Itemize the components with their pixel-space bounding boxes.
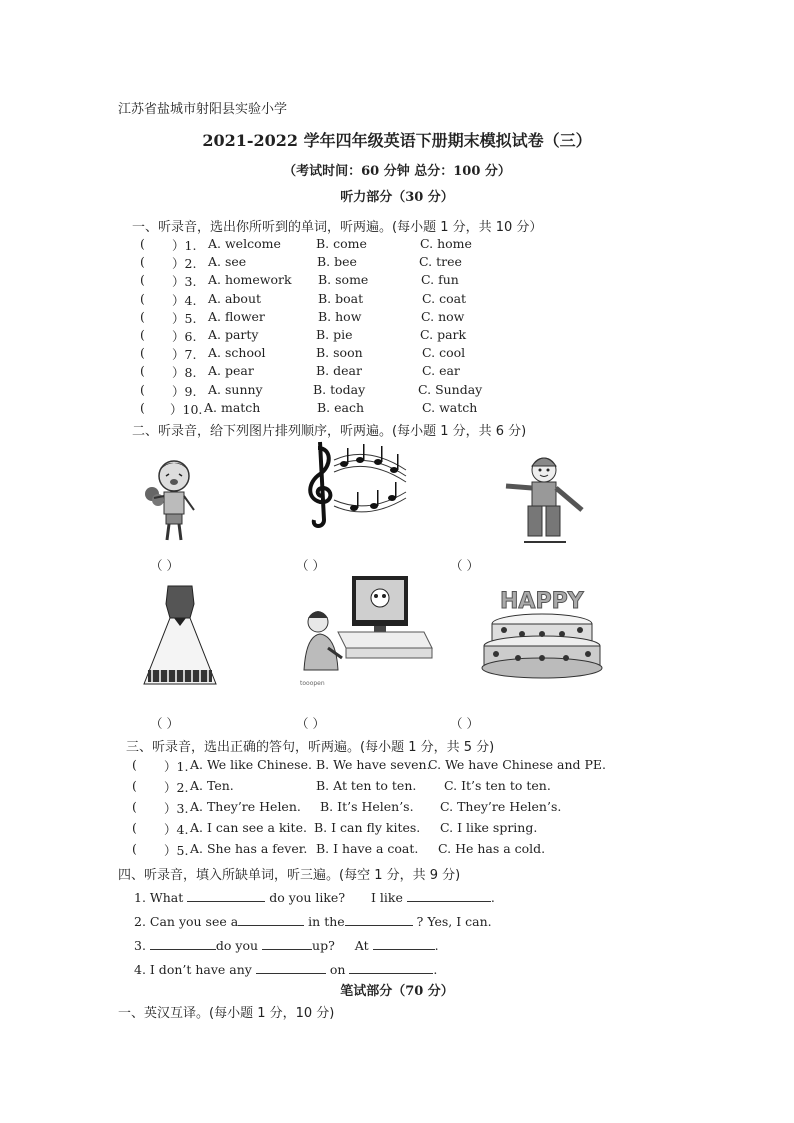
item-number: ）2. <box>164 780 189 795</box>
fill-blank[interactable] <box>150 937 216 950</box>
item-number: ）1. <box>164 759 189 774</box>
option-b: B. how <box>318 308 362 324</box>
option-b: B. I can fly kites. <box>314 820 421 835</box>
written-section1-heading: 一、英汉互译。(每小题 1 分，10 分) <box>118 1006 335 1021</box>
option-b: B. bee <box>317 254 357 270</box>
dress-image <box>140 584 220 692</box>
item-number: ）3. <box>172 274 197 290</box>
answer-paren[interactable]: ( <box>132 757 137 772</box>
option-b: B. We have seven. <box>316 757 431 772</box>
option-c: C. I like spring. <box>440 820 538 835</box>
answer-paren[interactable]: ( <box>140 381 145 397</box>
fill-blank[interactable] <box>187 889 265 902</box>
option-c: C. ear <box>422 363 460 379</box>
fill-blank[interactable] <box>238 913 304 926</box>
item-number: ）5. <box>164 843 189 858</box>
answer-paren[interactable]: ( <box>140 290 145 306</box>
answer-paren-5[interactable]: （ ） <box>296 716 325 731</box>
answer-paren[interactable]: ( <box>132 841 137 856</box>
option-a: A. We like Chinese. <box>190 757 312 772</box>
item-number: ）4. <box>172 292 197 308</box>
answer-paren[interactable]: ( <box>132 799 137 814</box>
option-b: B. boat <box>318 290 364 306</box>
answer-paren[interactable]: ( <box>140 363 145 379</box>
birthday-cake-image <box>478 584 604 680</box>
option-c: C. We have Chinese and PE. <box>428 757 607 772</box>
option-b: B. At ten to ten. <box>316 778 417 793</box>
fill-question-1: 1. What do you like? I like . <box>134 890 495 905</box>
item-number: ）3. <box>164 801 189 816</box>
option-c: C. now <box>421 308 465 324</box>
listening-header: 听力部分（30 分） <box>340 190 454 205</box>
fill-question-4: 4. I don’t have any on . <box>134 962 438 977</box>
option-a: A. see <box>208 254 247 270</box>
fill-blank[interactable] <box>373 937 435 950</box>
answer-paren[interactable]: ( <box>132 820 137 835</box>
option-a: A. She has a fever. <box>190 841 308 856</box>
option-c: C. They’re Helen’s. <box>440 799 562 814</box>
answer-paren[interactable]: ( <box>140 399 145 415</box>
section4-heading: 四、听录音，填入所缺单词，听三遍。(每空 1 分，共 9 分) <box>118 868 461 883</box>
option-c: C. park <box>420 327 467 342</box>
crying-boy-image <box>138 454 208 544</box>
option-c: C. He has a cold. <box>438 841 546 856</box>
option-b: B. come <box>316 236 367 251</box>
option-a: A. party <box>208 327 259 342</box>
option-c: C. home <box>420 236 472 251</box>
option-b: B. It’s Helen’s. <box>320 799 414 814</box>
option-b: B. I have a coat. <box>316 841 419 856</box>
option-c: C. fun <box>421 272 459 288</box>
item-number: ）6. <box>172 329 197 344</box>
answer-paren[interactable]: ( <box>140 345 145 361</box>
child-watching-tv-image <box>298 574 434 690</box>
exam-subtitle: （考试时间：60 分钟 总分：100 分） <box>283 164 511 179</box>
option-b: B. some <box>318 272 369 288</box>
fill-blank[interactable] <box>262 937 312 950</box>
fill-question-2: 2. Can you see a in the ? Yes, I can. <box>134 914 492 929</box>
option-a: A. Ten. <box>190 778 234 793</box>
answer-paren[interactable]: ( <box>132 778 137 793</box>
option-b: B. each <box>317 399 365 415</box>
skating-boy-image <box>492 452 588 548</box>
option-a: A. sunny <box>208 381 263 397</box>
answer-paren-1[interactable]: （ ） <box>150 558 179 573</box>
option-a: A. welcome <box>208 236 281 251</box>
item-number: ）9. <box>172 383 197 399</box>
item-number: ）8. <box>172 365 197 381</box>
item-number: ）4. <box>164 822 189 837</box>
answer-paren-4[interactable]: （ ） <box>150 716 179 731</box>
item-number: ）1. <box>172 238 197 253</box>
answer-paren[interactable]: ( <box>140 272 145 288</box>
option-b: B. today <box>313 381 366 397</box>
option-b: B. pie <box>316 327 353 342</box>
fill-blank[interactable] <box>345 913 413 926</box>
item-number: ）2. <box>172 256 197 272</box>
answer-paren[interactable]: ( <box>140 236 145 251</box>
option-a: A. match <box>204 399 261 415</box>
option-a: A. homework <box>208 272 292 288</box>
option-c: C. It’s ten to ten. <box>444 778 551 793</box>
option-a: A. school <box>208 345 266 361</box>
fill-blank[interactable] <box>349 961 433 974</box>
section3-heading: 三、听录音，选出正确的答句，听两遍。(每小题 1 分，共 5 分) <box>126 740 495 755</box>
answer-paren[interactable]: ( <box>140 308 145 324</box>
option-a: A. They’re Helen. <box>190 799 301 814</box>
option-a: A. pear <box>208 363 254 379</box>
answer-paren[interactable]: ( <box>140 254 145 270</box>
option-a: A. about <box>208 290 262 306</box>
section1-heading: 一、听录音，选出你所听到的单词，听两遍。(每小题 1 分，共 10 分） <box>132 220 543 235</box>
section2-heading: 二、听录音，给下列图片排列顺序，听两遍。(每小题 1 分，共 6 分) <box>132 424 527 439</box>
answer-paren-2[interactable]: （ ） <box>296 558 325 573</box>
fill-blank[interactable] <box>256 961 326 974</box>
happy-cake-text: HAPPY <box>500 589 584 614</box>
school-name: 江苏省盐城市射阳县实验小学 <box>118 102 288 117</box>
option-a: A. I can see a kite. <box>190 820 307 835</box>
item-number: ）5. <box>172 310 197 326</box>
music-notes-image <box>298 440 410 530</box>
option-c: C. Sunday <box>418 381 483 397</box>
answer-paren-3[interactable]: （ ） <box>450 558 479 573</box>
exam-title: 2021-2022 学年四年级英语下册期末模拟试卷（三） <box>202 131 592 150</box>
fill-blank[interactable] <box>407 889 491 902</box>
written-header: 笔试部分（70 分） <box>340 984 454 999</box>
answer-paren[interactable]: ( <box>140 327 145 342</box>
item-number: ）10. <box>170 401 203 417</box>
option-b: B. soon <box>316 345 363 361</box>
answer-paren-6[interactable]: （ ） <box>450 716 479 731</box>
option-c: C. tree <box>419 254 462 270</box>
option-b: B. dear <box>316 363 362 379</box>
item-number: ）7. <box>172 347 197 363</box>
tv-image-watermark: tooopen <box>300 680 325 687</box>
option-c: C. cool <box>422 345 466 361</box>
fill-question-3: 3. do you up? At . <box>134 938 439 953</box>
option-c: C. coat <box>422 290 467 306</box>
option-a: A. flower <box>208 308 265 324</box>
option-c: C. watch <box>422 399 478 415</box>
